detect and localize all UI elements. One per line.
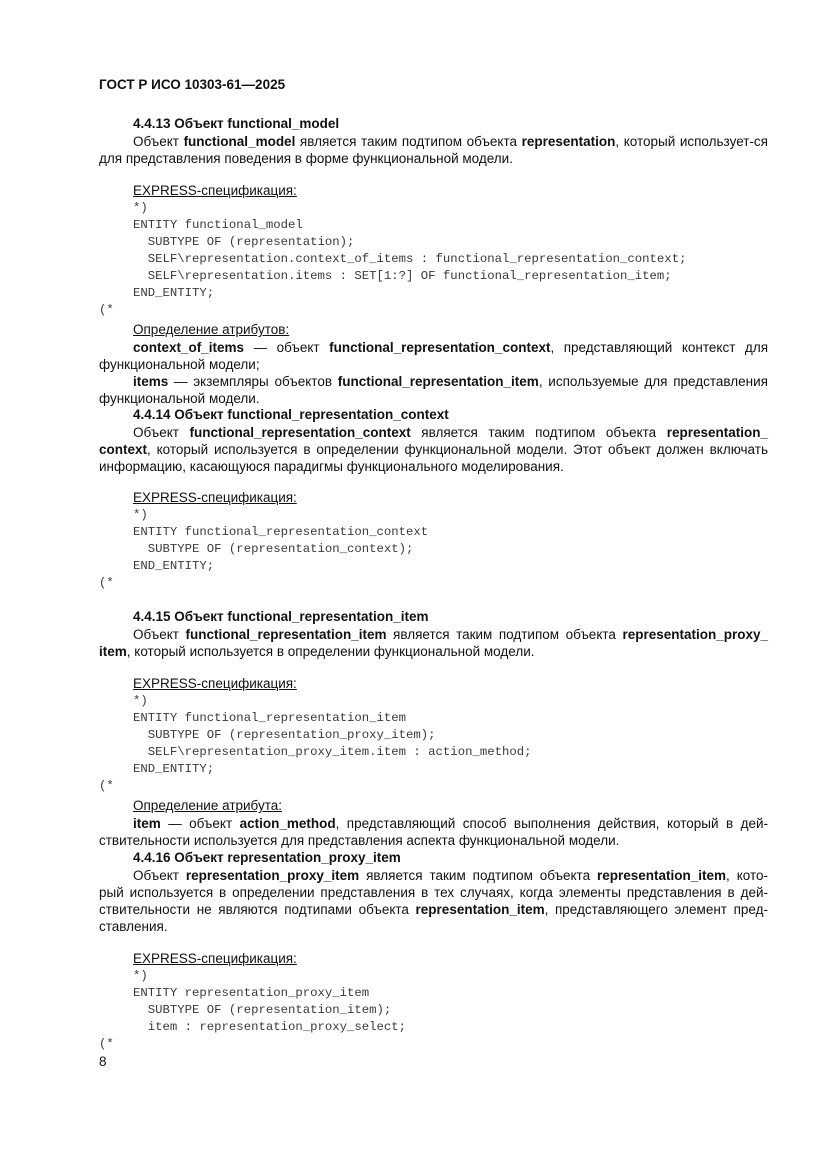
- code-line: END_ENTITY;: [133, 762, 215, 776]
- section-4-4-16-text: Объект representation_proxy_item является таким подтипом объекта representation_item, кото-рый используется в определении представления в тех случаях, когда элементы представления в дей-ствительности не являются подтипами объекта representation_item, представляющего элемент пред-ставления.: [99, 868, 768, 934]
- section-heading-4-4-15: 4.4.15 Объект functional_representation_item: [133, 609, 429, 624]
- code-line: item : representation_proxy_select;: [133, 1020, 407, 1034]
- code-line: SUBTYPE OF (representation_context);: [133, 542, 414, 556]
- section-heading-4-4-13: 4.4.13 Объект functional_model: [133, 116, 340, 131]
- section-4-4-14-text: Объект functional_representation_context является таким подтипом объекта representation_ context, который используется в определении функциональной модели. Этот объект должен включать информацию, касающуюся парадигмы функционального моделирования.: [99, 425, 768, 474]
- express-label: EXPRESS-спецификация:: [133, 951, 297, 966]
- code-line: SUBTYPE OF (representation);: [133, 235, 355, 249]
- code-line: (*: [99, 576, 114, 590]
- code-line: END_ENTITY;: [133, 559, 215, 573]
- code-block-functional-model: [99, 200, 686, 319]
- code-line: ENTITY functional_model: [133, 218, 303, 232]
- code-line: SUBTYPE OF (representation_proxy_item);: [133, 728, 436, 742]
- code-line: *): [133, 201, 148, 215]
- code-line: SUBTYPE OF (representation_item);: [133, 1003, 392, 1017]
- page-number: 8: [99, 1054, 107, 1069]
- code-line: *): [133, 508, 148, 522]
- code-line: (*: [99, 1037, 114, 1051]
- document-header: ГОСТ Р ИСО 10303-61—2025: [99, 77, 286, 92]
- code-line: SELF\representation.items : SET[1:?] OF functional_representation_item;: [133, 269, 672, 283]
- code-line: ENTITY functional_representation_context: [133, 525, 429, 539]
- section-heading-4-4-16: 4.4.16 Объект representation_proxy_item: [133, 850, 401, 865]
- section-4-4-13-text: Объект functional_model является таким подтипом объекта representation, который использует-ся для представления поведения в форме функциональной модели.: [99, 134, 768, 166]
- express-label: EXPRESS-спецификация:: [133, 490, 297, 505]
- code-line: SELF\representation_proxy_item.item : action_method;: [133, 745, 532, 759]
- code-line: *): [133, 969, 148, 983]
- code-line: (*: [99, 779, 114, 793]
- code-line: SELF\representation.context_of_items : functional_representation_context;: [133, 252, 687, 266]
- attr-def-label: Определение атрибутов:: [133, 322, 290, 337]
- attr-item: item — объект action_method, представляющий способ выполнения действия, который в дей-ствительности используется для представления аспекта функциональной модели.: [99, 816, 768, 848]
- code-line: *): [133, 694, 148, 708]
- attr-def-label-single: Определение атрибута:: [133, 798, 283, 813]
- attr-context-of-items: context_of_items — объект functional_representation_context, представляющий контекст для функциональной модели;: [99, 340, 768, 372]
- attr-items: items — экземпляры объектов functional_representation_item, используемые для представления функциональной модели.: [99, 374, 768, 406]
- express-label: EXPRESS-спецификация:: [133, 183, 297, 198]
- code-block-functional-representation-context: [99, 507, 428, 592]
- express-label: EXPRESS-спецификация:: [133, 676, 297, 691]
- section-heading-4-4-14: 4.4.14 Объект functional_representation_context: [133, 407, 449, 422]
- code-block-representation-proxy-item: [99, 968, 406, 1053]
- code-line: ENTITY representation_proxy_item: [133, 986, 370, 1000]
- section-4-4-15-text: Объект functional_representation_item является таким подтипом объекта representation_proxy_ item, который используется в определении функциональной модели.: [99, 627, 768, 659]
- code-block-functional-representation-item: [99, 693, 531, 795]
- code-line: (*: [99, 303, 114, 317]
- code-line: ENTITY functional_representation_item: [133, 711, 407, 725]
- code-line: END_ENTITY;: [133, 286, 215, 300]
